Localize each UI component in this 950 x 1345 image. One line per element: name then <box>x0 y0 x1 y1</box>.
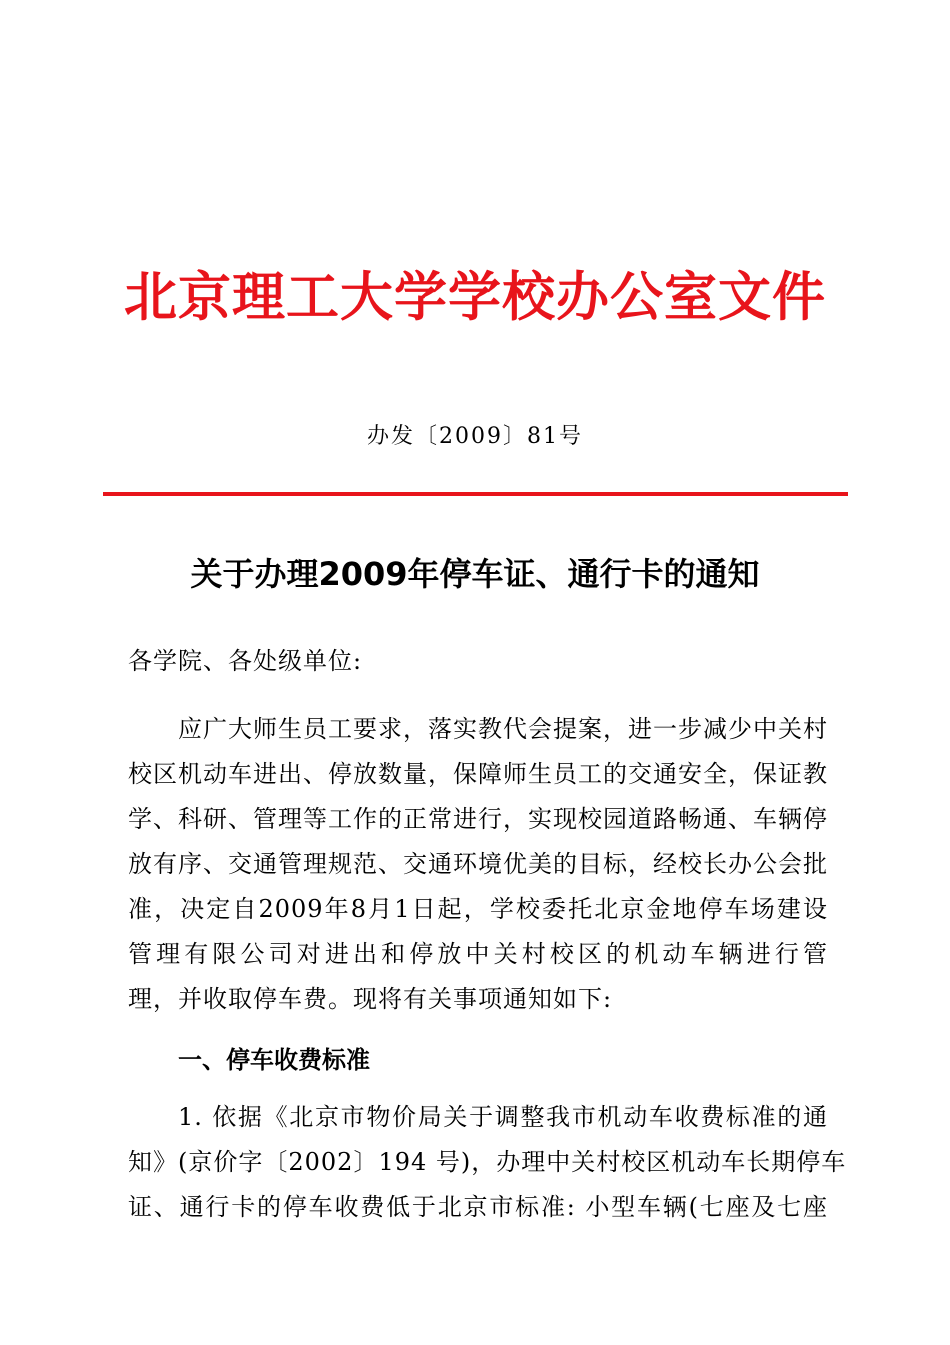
masthead-title: 北京理工大学学校办公室文件 <box>124 267 826 328</box>
section-heading-1: 一、停车收费标准 <box>178 1046 370 1074</box>
paragraph-line: 证、通行卡的停车收费低于北京市标准: 小型车辆(七座及七座 <box>128 1193 828 1221</box>
body-paragraph-1 <box>128 707 828 1022</box>
body-paragraph-2 <box>128 1095 847 1230</box>
paragraph-line: 学、科研、管理等工作的正常进行，实现校园道路畅通、车辆停 <box>128 805 828 833</box>
document-title: 关于办理2009年停车证、通行卡的通知 <box>190 555 760 593</box>
paragraph-line: 应广大师生员工要求，落实教代会提案，进一步减少中关村 <box>178 715 828 743</box>
paragraph-line: 校区机动车进出、停放数量，保障师生员工的交通安全，保证教 <box>128 760 828 788</box>
paragraph-line: 管理有限公司对进出和停放中关村校区的机动车辆进行管 <box>128 940 828 968</box>
paragraph-line: 1. 依据《北京市物价局关于调整我市机动车收费标准的通 <box>178 1103 828 1131</box>
paragraph-line: 放有序、交通管理规范、交通环境优美的目标，经校长办公会批 <box>128 850 828 878</box>
salutation: 各学院、各处级单位: <box>128 647 363 675</box>
red-separator-line <box>103 492 848 496</box>
paragraph-line: 知》(京价字〔2002〕194 号)，办理中关村校区机动车长期停车 <box>128 1148 847 1176</box>
document-number: 办发〔2009〕81号 <box>367 424 583 449</box>
paragraph-line: 准，决定自2009年8月1日起，学校委托北京金地停车场建设 <box>128 895 828 923</box>
paragraph-line: 理，并收取停车费。现将有关事项通知如下: <box>128 985 613 1013</box>
